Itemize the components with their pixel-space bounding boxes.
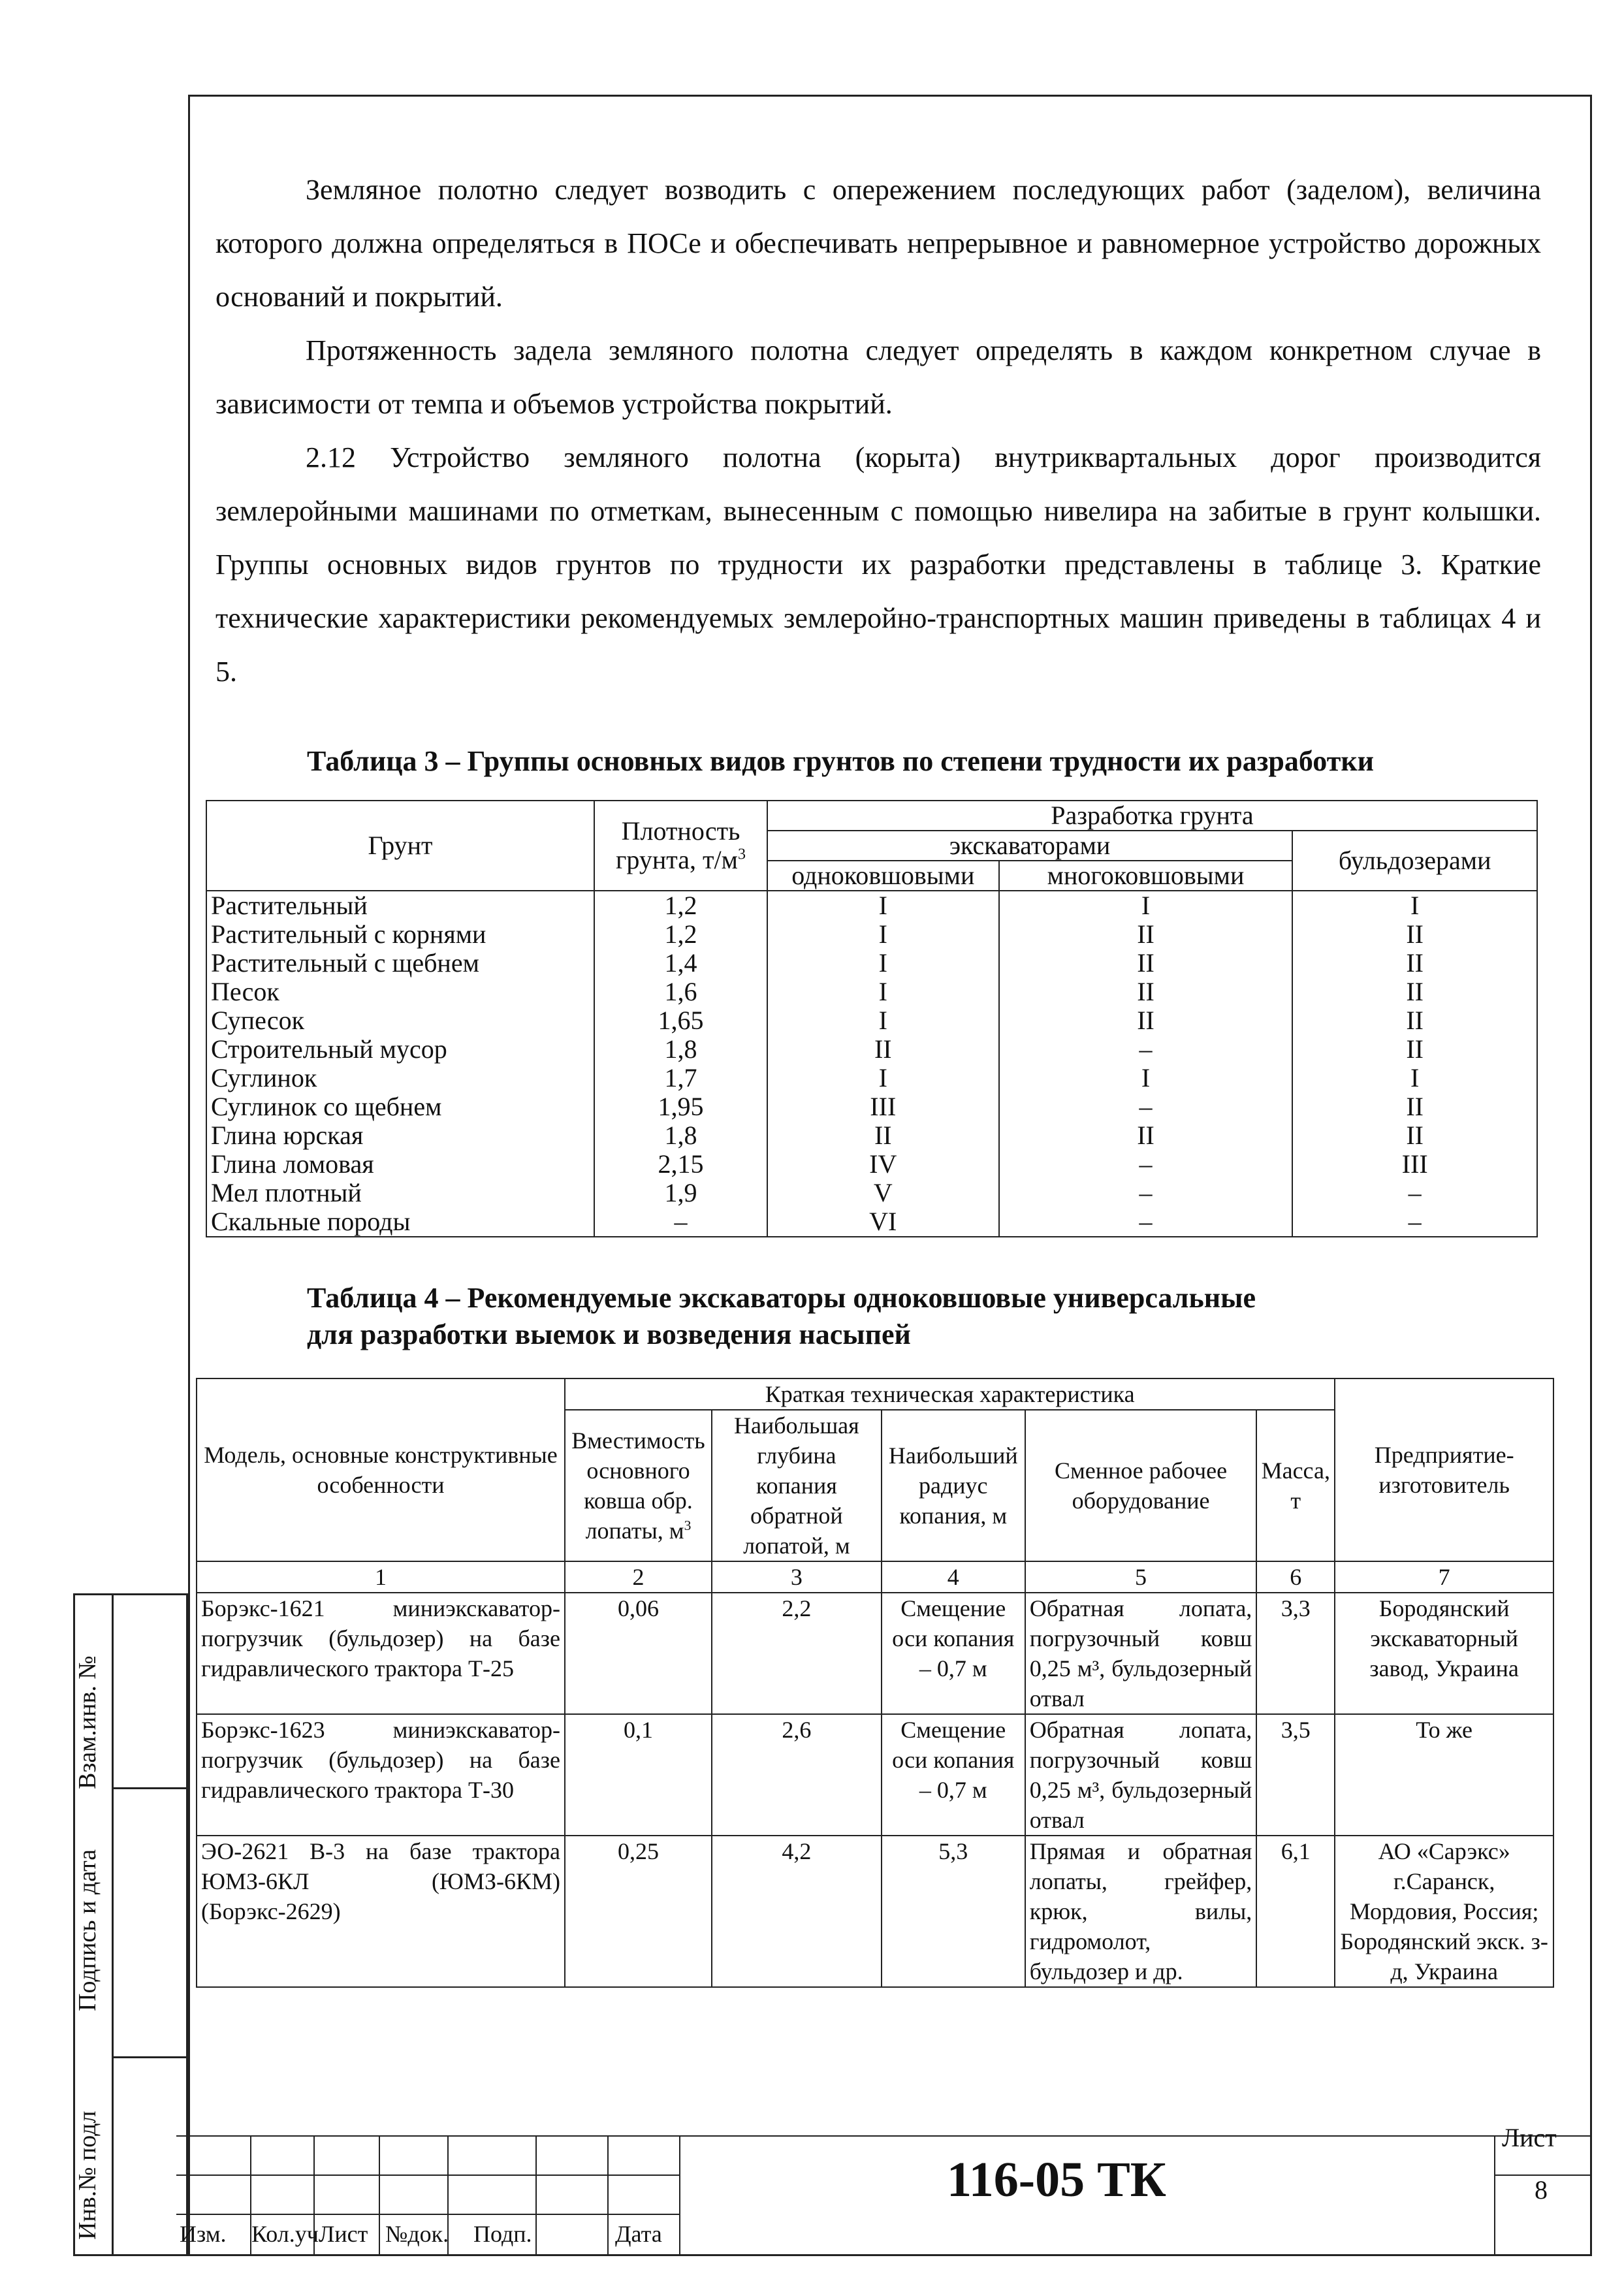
- cell-density: 1,7: [594, 1064, 767, 1092]
- cell-bull: II: [1292, 1092, 1537, 1121]
- table-row: [206, 1064, 1537, 1092]
- stamp-kol-uch: Кол.уч: [251, 2221, 319, 2247]
- cell-single: II: [767, 1121, 999, 1150]
- cell-single: VI: [767, 1207, 999, 1237]
- label-sign-date: Подпись и дата: [74, 1849, 101, 2011]
- stamp-line: [176, 2135, 1592, 2137]
- cell-bull: –: [1292, 1207, 1537, 1237]
- strip-cell-sign-date: [112, 1787, 188, 2058]
- cell-depth: 2,2: [712, 1593, 882, 1714]
- cell-density: 1,65: [594, 1006, 767, 1035]
- cell-soil: Суглинок со щебнем: [206, 1092, 594, 1121]
- cell-bull: II: [1292, 1006, 1537, 1035]
- header-bulldozers: бульдозерами: [1292, 831, 1537, 891]
- cell-density: 1,8: [594, 1035, 767, 1064]
- table-row: [197, 1593, 1553, 1714]
- cell-bull: II: [1292, 949, 1537, 978]
- header-density: Плотность грунта, $т/м^3$: [594, 801, 767, 891]
- cell-density: 1,95: [594, 1092, 767, 1121]
- header-radius: Наибольший радиус копания, м: [882, 1410, 1025, 1561]
- stamp-line: [176, 2214, 679, 2215]
- col-num: 6: [1256, 1561, 1335, 1593]
- table4: [196, 1378, 1554, 1988]
- cell-density: 2,15: [594, 1150, 767, 1179]
- cell-depth: 2,6: [712, 1714, 882, 1836]
- cell-maker: То же: [1335, 1714, 1553, 1836]
- side-stamp-strip: [73, 1593, 188, 2256]
- header-mass: Масса, т: [1256, 1410, 1335, 1561]
- cell-radius: Смещение оси копания – 0,7 м: [882, 1714, 1025, 1836]
- cell-radius: Смещение оси копания – 0,7 м: [882, 1593, 1025, 1714]
- cell-multi: –: [999, 1207, 1293, 1237]
- table-row: [206, 978, 1537, 1006]
- document-code: 116-05 ТК: [947, 2152, 1166, 2207]
- cell-soil: Растительный: [206, 891, 594, 920]
- cell-density: 1,2: [594, 891, 767, 920]
- cell-soil: Супесок: [206, 1006, 594, 1035]
- cell-single: I: [767, 1064, 999, 1092]
- header-excavators: экскаваторами: [767, 831, 1292, 861]
- table4-title-line1: Таблица 4 – Рекомендуемые экскаваторы одноковшовые универсальные: [307, 1282, 1256, 1314]
- cell-soil: Растительный с корнями: [206, 920, 594, 949]
- col-num: 7: [1335, 1561, 1553, 1593]
- paragraph: Протяженность задела земляного полотна следует определять в каждом конкретном случае в зависимости от темпа и объемов устройства покрытий.: [215, 334, 1541, 420]
- header-single-bucket: одноковшовыми: [767, 861, 999, 891]
- table-row: [206, 1092, 1537, 1121]
- cell-multi: I: [999, 891, 1293, 920]
- table-row: [206, 1121, 1537, 1150]
- cell-capacity: 0,25: [565, 1836, 712, 1987]
- stamp-line: [379, 2135, 380, 2256]
- header-brief: Краткая техническая характеристика: [565, 1378, 1335, 1410]
- cell-bull: I: [1292, 891, 1537, 920]
- cell-multi: II: [999, 1121, 1293, 1150]
- cell-multi: II: [999, 978, 1293, 1006]
- cell-bull: II: [1292, 1035, 1537, 1064]
- cell-mass: 6,1: [1256, 1836, 1335, 1987]
- table-row: [206, 1035, 1537, 1064]
- table-row: [206, 1179, 1537, 1207]
- label-inv-zam: Взам.инв. №: [74, 1655, 101, 1789]
- cell-model: Борэкс-1621 миниэкскаватор-погрузчик (бульдозер) на базе гидравлического трактора Т-25: [197, 1593, 565, 1714]
- cell-multi: –: [999, 1035, 1293, 1064]
- cell-bull: III: [1292, 1150, 1537, 1179]
- column-numbers-row: [197, 1561, 1553, 1593]
- col-num: 2: [565, 1561, 712, 1593]
- cell-single: I: [767, 978, 999, 1006]
- header-depth: Наибольшая глубина копания обратной лопатой, м: [712, 1410, 882, 1561]
- table-row: [206, 1006, 1537, 1035]
- header-equipment: Сменное рабочее оборудование: [1025, 1410, 1257, 1561]
- cell-single: I: [767, 1006, 999, 1035]
- table-row: [206, 1150, 1537, 1179]
- col-num: 1: [197, 1561, 565, 1593]
- table-row: [197, 1836, 1553, 1987]
- cell-density: 1,2: [594, 920, 767, 949]
- cell-single: IV: [767, 1150, 999, 1179]
- body-text: [215, 163, 1541, 699]
- table-row: [197, 1714, 1553, 1836]
- strip-cell-inv-zam: [112, 1593, 188, 1789]
- cell-equipment: Обратная лопата, погрузочный ковш 0,25 м³, бульдозерный отвал: [1025, 1714, 1257, 1836]
- cell-multi: I: [999, 1064, 1293, 1092]
- cell-bull: II: [1292, 1121, 1537, 1150]
- cell-density: 1,9: [594, 1179, 767, 1207]
- cell-soil: Песок: [206, 978, 594, 1006]
- paragraph: 2.12 Устройство земляного полотна (корыта) внутриквартальных дорог производится землеройными машинами по отметкам, вынесенным с помощью нивелира на забитые в грунт колышки. Группы основных видов грунтов по трудности их разработки представлены в таблице 3. Краткие технические характеристики рекомендуемых землеройно-транспортных машин приведены в таблицах 4 и 5.: [215, 441, 1541, 688]
- paragraph: Земляное полотно следует возводить с опережением последующих работ (заделом), величина которого должна определяться в ПОСе и обеспечивать непрерывное и равномерное устройство дорожных оснований и покрытий.: [215, 174, 1541, 313]
- cell-bull: II: [1292, 920, 1537, 949]
- cell-mass: 3,5: [1256, 1714, 1335, 1836]
- cell-soil: Мел плотный: [206, 1179, 594, 1207]
- cell-multi: –: [999, 1179, 1293, 1207]
- table4-title-line2: для разработки выемок и возведения насыпей: [307, 1318, 911, 1350]
- cell-capacity: 0,06: [565, 1593, 712, 1714]
- cell-density: –: [594, 1207, 767, 1237]
- sheet-label: Лист: [1502, 2123, 1557, 2152]
- table-row: [206, 891, 1537, 920]
- stamp-line: [607, 2135, 609, 2256]
- cell-multi: II: [999, 920, 1293, 949]
- cell-bull: I: [1292, 1064, 1537, 1092]
- cell-capacity: 0,1: [565, 1714, 712, 1836]
- cell-single: I: [767, 920, 999, 949]
- stamp-izm: Изм.: [180, 2221, 227, 2247]
- cell-soil: Глина ломовая: [206, 1150, 594, 1179]
- cell-single: I: [767, 949, 999, 978]
- col-num: 4: [882, 1561, 1025, 1593]
- table3-body: [206, 891, 1537, 1237]
- table-row: [206, 920, 1537, 949]
- stamp-data: Дата: [615, 2221, 662, 2247]
- header-capacity: Вместимость основного ковша обр. лопаты, $м^3$: [565, 1410, 712, 1561]
- header-soil: Грунт: [206, 801, 594, 891]
- header-maker: Предприятие-изготовитель: [1335, 1378, 1553, 1561]
- cell-model: Борэкс-1623 миниэкскаватор-погрузчик (бульдозер) на базе гидравлического трактора Т-30: [197, 1714, 565, 1836]
- cell-depth: 4,2: [712, 1836, 882, 1987]
- cell-model: ЭО-2621 В-3 на базе трактора ЮМЗ-6КЛ (ЮМЗ-6КМ) (Борэкс-2629): [197, 1836, 565, 1987]
- cell-multi: –: [999, 1150, 1293, 1179]
- cell-maker: Бородянский экскаваторный завод, Украина: [1335, 1593, 1553, 1714]
- header-multi-bucket: многоковшовыми: [999, 861, 1293, 891]
- col-num: 3: [712, 1561, 882, 1593]
- header-model: Модель, основные конструктивные особенности: [197, 1378, 565, 1561]
- cell-multi: –: [999, 1092, 1293, 1121]
- table-row: [206, 1207, 1537, 1237]
- stamp-line: [176, 2175, 679, 2176]
- stamp-line: [679, 2135, 680, 2256]
- stamp-podp: Подп.: [473, 2221, 532, 2247]
- cell-single: V: [767, 1179, 999, 1207]
- cell-bull: –: [1292, 1179, 1537, 1207]
- cell-mass: 3,3: [1256, 1593, 1335, 1714]
- cell-soil: Глина юрская: [206, 1121, 594, 1150]
- sheet-number: 8: [1535, 2175, 1548, 2205]
- stamp-ndok: №док.: [385, 2221, 449, 2247]
- cell-single: III: [767, 1092, 999, 1121]
- cell-multi: II: [999, 1006, 1293, 1035]
- stamp-list: Лист: [319, 2221, 368, 2247]
- table3-title: Таблица 3 – Группы основных видов грунтов по степени трудности их разработки: [307, 745, 1375, 777]
- cell-maker: АО «Сарэкс» г.Саранск, Мордовия, Россия; Бородянский экск. з-д, Украина: [1335, 1836, 1553, 1987]
- cell-bull: II: [1292, 978, 1537, 1006]
- cell-soil: Скальные породы: [206, 1207, 594, 1237]
- cell-single: I: [767, 891, 999, 920]
- table3: [206, 800, 1538, 1237]
- cell-density: 1,4: [594, 949, 767, 978]
- cell-single: II: [767, 1035, 999, 1064]
- table4-title: [307, 1280, 1256, 1353]
- title-block: [176, 2135, 1592, 2256]
- cell-density: 1,8: [594, 1121, 767, 1150]
- table4-body: [197, 1593, 1553, 1987]
- header-development: Разработка грунта: [767, 801, 1537, 831]
- cell-soil: Строительный мусор: [206, 1035, 594, 1064]
- table-row: [206, 949, 1537, 978]
- cell-soil: Растительный с щебнем: [206, 949, 594, 978]
- label-inv-podl: Инв.№ подл: [74, 2111, 101, 2240]
- cell-radius: 5,3: [882, 1836, 1025, 1987]
- cell-density: 1,6: [594, 978, 767, 1006]
- stamp-line: [1494, 2135, 1495, 2256]
- cell-soil: Суглинок: [206, 1064, 594, 1092]
- col-num: 5: [1025, 1561, 1257, 1593]
- cell-equipment: Прямая и обратная лопаты, грейфер, крюк, вилы, гидромолот, бульдозер и др.: [1025, 1836, 1257, 1987]
- cell-multi: II: [999, 949, 1293, 978]
- cell-equipment: Обратная лопата, погрузочный ковш 0,25 м³, бульдозерный отвал: [1025, 1593, 1257, 1714]
- stamp-line: [535, 2135, 537, 2256]
